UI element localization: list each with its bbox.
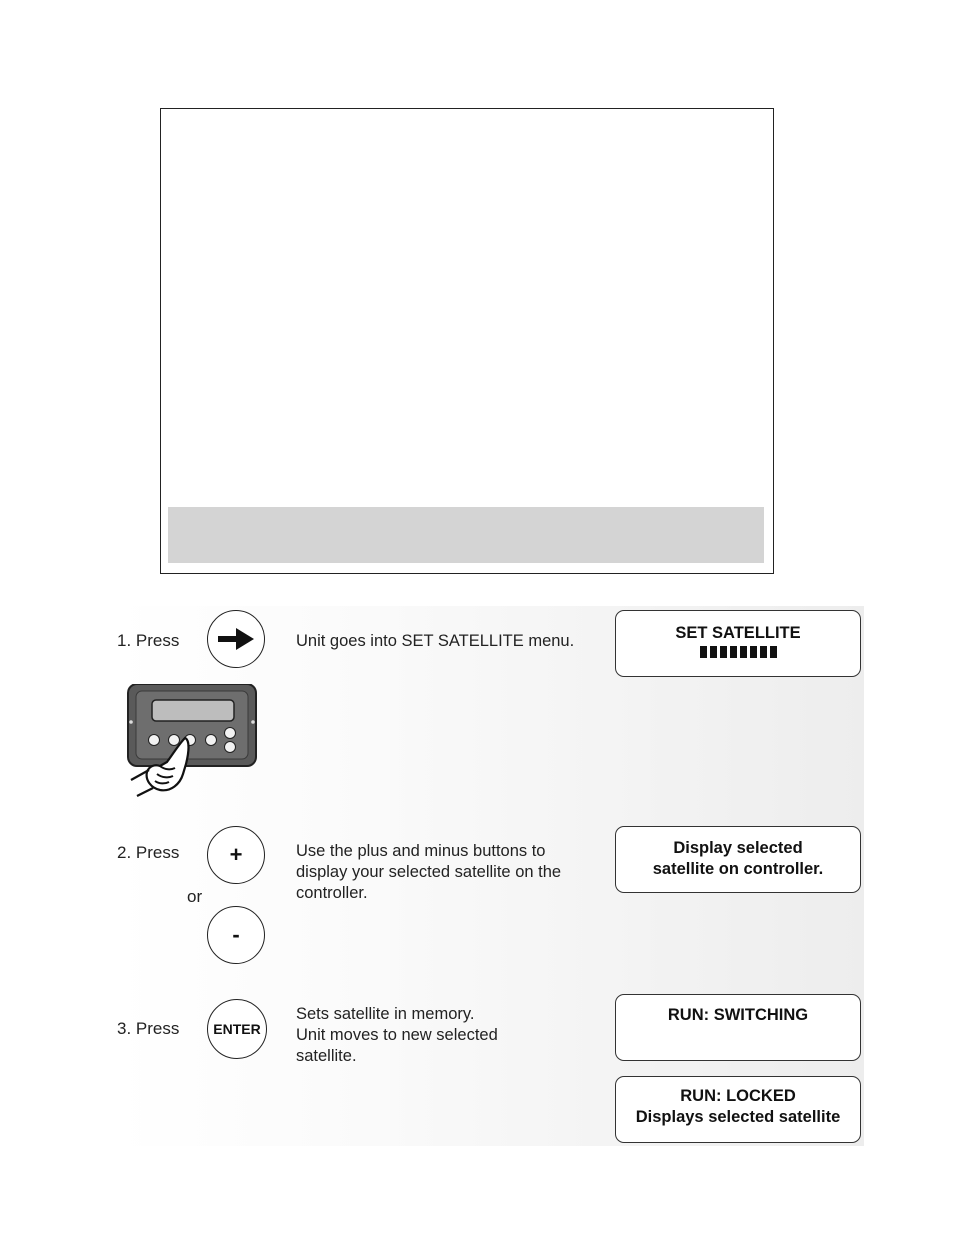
step-3-description <box>296 1004 498 1067</box>
lcd-display-selected <box>615 826 861 893</box>
description-line: Unit moves to new selected <box>296 1026 498 1044</box>
plus-icon: + <box>229 842 243 867</box>
step-2-description <box>296 841 561 904</box>
step-3-label: 3. Press <box>117 1019 180 1038</box>
description-line: Use the plus and minus buttons to <box>296 842 546 860</box>
right-arrow-icon <box>216 627 256 651</box>
description-line: Sets satellite in memory. <box>296 1005 475 1023</box>
lcd-line: satellite on controller. <box>652 860 824 878</box>
plus-button[interactable] <box>207 826 265 884</box>
description-line: display your selected satellite on the <box>296 863 562 881</box>
lcd-run-switching <box>615 994 861 1061</box>
caption-bar <box>168 507 764 563</box>
lcd-line: Display selected <box>673 839 803 857</box>
minus-button[interactable] <box>207 906 265 964</box>
step-1-label: 1. Press <box>117 631 180 650</box>
or-label: or <box>187 887 203 906</box>
controller-illustration <box>127 684 267 800</box>
enter-button[interactable] <box>207 999 267 1059</box>
progress-blocks <box>616 646 860 658</box>
lcd-line: RUN: LOCKED <box>680 1087 796 1105</box>
description-line: satellite. <box>296 1047 357 1065</box>
lcd-run-locked <box>615 1076 861 1143</box>
description-line: controller. <box>296 884 368 902</box>
enter-label: ENTER <box>213 1021 261 1037</box>
lcd-line: RUN: SWITCHING <box>667 1006 809 1024</box>
step-1-description <box>296 631 574 652</box>
lcd-line: Displays selected satellite <box>635 1108 841 1126</box>
lcd-line: SET SATELLITE <box>675 624 801 642</box>
figure-frame <box>160 108 774 574</box>
step-2-label: 2. Press <box>117 843 180 862</box>
right-arrow-button[interactable] <box>207 610 265 668</box>
description-line: Unit goes into SET SATELLITE menu. <box>296 632 575 650</box>
minus-icon: - <box>232 922 240 947</box>
lcd-set-satellite <box>615 610 861 677</box>
